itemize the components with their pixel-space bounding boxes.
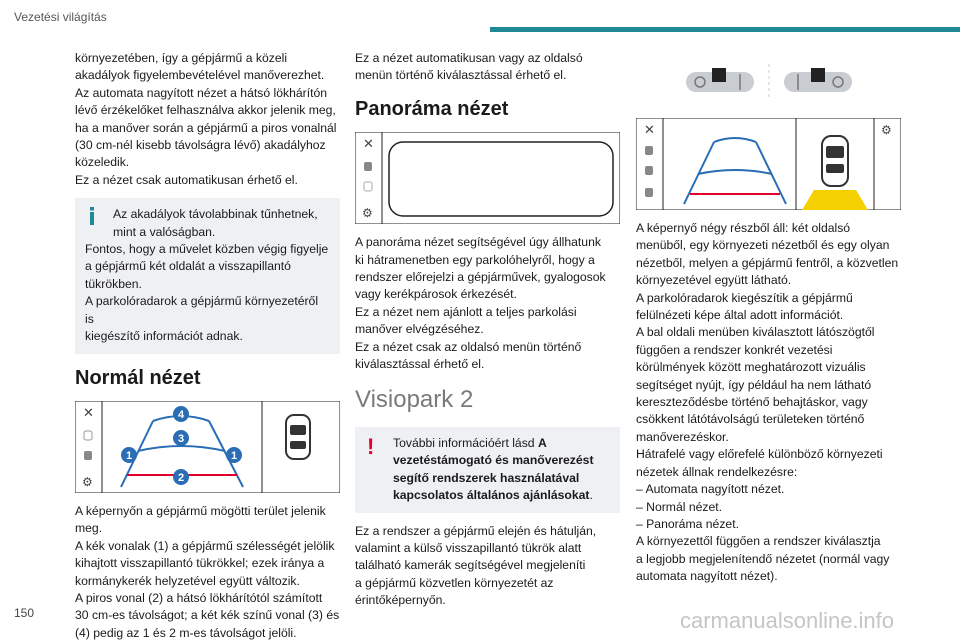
svg-text:1: 1: [125, 449, 133, 462]
rear-view-icon: [784, 68, 852, 92]
callout-2: [173, 469, 189, 485]
column-1: [75, 50, 340, 642]
callout-3: [173, 430, 189, 446]
close-icon: ✕: [644, 123, 655, 138]
heading-panorama-view: Panoráma nézet: [355, 97, 509, 120]
heading-normal-view: Normál nézet: [75, 366, 201, 389]
page-number: 150: [14, 606, 35, 620]
svg-text:3: 3: [177, 432, 185, 445]
visiopark-screen-description: A képernyő négy részből áll: két oldalsó menüből, egy környezeti nézetből és egy olyan nézetből, melyen a gépjármű fentről, a közvetlen környezetével együtt látható. A parkolóradarok kiegészítik a gépjármű felülnézeti képe által adott információt. A bal oldali menüben kiválasztott látószögtől függően a rendszer konkrét vezetési körülmények között meghatározott vizuális segítséget nyújt, így például ha nem látható kereszteződésbe történő behajtáskor, vagy csökkent látótávolságú területeken történő manőverezéskor. Hátrafelé vagy előrefelé különböző környezeti nézetek állnak rendelkezésre: – Automata nagyított nézet. – Normál nézet. – Panoráma nézet. A környezettől függően a rendszer kiválasztja a legjobb megjelenítendő nézetet (normál vagy automata nagyított nézet).: [636, 221, 899, 584]
panorama-view-figure: [355, 132, 620, 224]
close-icon: ✕: [363, 137, 374, 153]
panorama-description: A panoráma nézet segítségével úgy állhatunk ki hátramenetben egy parkolóhelyről, hogy a rendszer előrejelzi a gépjárművek, gyalogosok vagy kerékpárosok érkezését. Ez a nézet nem ajánlott a teljes parkolási manőver elvégzéséhez. Ez a nézet csak az oldalsó menün történő kiválasztással érhető el.: [355, 235, 606, 372]
intro-paragraph: Ez a nézet automatikusan vagy az oldalsó menün történő kiválasztással érhető el.: [355, 51, 583, 83]
car-top-icon: [822, 136, 848, 186]
sensor-icon: [645, 166, 653, 175]
page-header: Vezetési világítás: [14, 10, 107, 24]
warning-note: ! További információért lásd A vezetéstámogató és manőverezést segítő rendszerek használatával kapcsolatos általános ajánlásokat.: [355, 427, 620, 513]
normal-view-description: A képernyőn a gépjármű mögötti terület jelenik meg. A kék vonalak (1) a gépjármű szélességét jelölik kihajtott visszapillantó tükrökkel; ezek iránya a kormánykerék helyzetével együtt változik. A piros vonal (2) a hátsó lökhárítótól számított 30 cm-es távolságot; a két kék színű vonal (3) és (4) pedig az 1 és 2 m-es távolságot jelöli.: [75, 503, 340, 640]
column-3: [636, 50, 901, 586]
column-2: [355, 50, 620, 610]
intro-paragraph: környezetében, így a gépjármű a közeli akadályok figyelembevételével manőverezhet. Az automata nagyított nézet a hátsó lökhárítón lévő érzékelőket felhasználva akkor jelenik meg, ha a manőver során a gépjármű a piros vonalnál (30 cm-nél kisebb távolságra lévő) akadályhoz közeledik. Ez a nézet csak automatikusan érhető el.: [75, 51, 337, 187]
view-selector-icons: [636, 50, 901, 106]
sensor-icon: [645, 188, 653, 197]
visiopark-description: Ez a rendszer a gépjármű elején és hátulján, valamint a külső visszapillantó tükrök alatt található kamerák segítségével megjeleníti a gépjármű közvetlen környezetét az érintőképernyőn.: [355, 523, 597, 608]
callout-1-left: [121, 447, 137, 463]
sensor-icon: [645, 146, 653, 155]
warning-icon: !: [367, 433, 375, 459]
sensor-icon: [364, 162, 372, 171]
callout-1-right: [226, 447, 242, 463]
watermark: carmanualsonline.info: [680, 608, 895, 633]
header-accent-bar: [490, 27, 960, 32]
close-icon: ✕: [83, 405, 94, 421]
normal-view-figure: [75, 401, 340, 493]
front-view-icon: [686, 68, 754, 92]
svg-text:2: 2: [177, 471, 185, 484]
settings-icon: ⚙: [82, 474, 93, 489]
sensor-icon: [84, 451, 92, 460]
info-icon: [85, 207, 99, 225]
visiopark-screen-figure: [636, 118, 901, 210]
info-note: Az akadályok távolabbinak tűnhetnek, mint a valóságban. Fontos, hogy a művelet közben végig figyelje a gépjármű két oldalát a visszapillantó tükrökben. A parkolóradarok a gépjármű környezetéről is kiegészítő információt adnak.: [75, 198, 340, 353]
svg-text:4: 4: [177, 408, 185, 421]
settings-icon: ⚙: [362, 206, 373, 221]
settings-icon: ⚙: [881, 123, 892, 137]
section-title-visiopark: Visiopark 2: [355, 386, 474, 414]
callout-4: [173, 406, 189, 422]
svg-text:1: 1: [230, 449, 238, 462]
